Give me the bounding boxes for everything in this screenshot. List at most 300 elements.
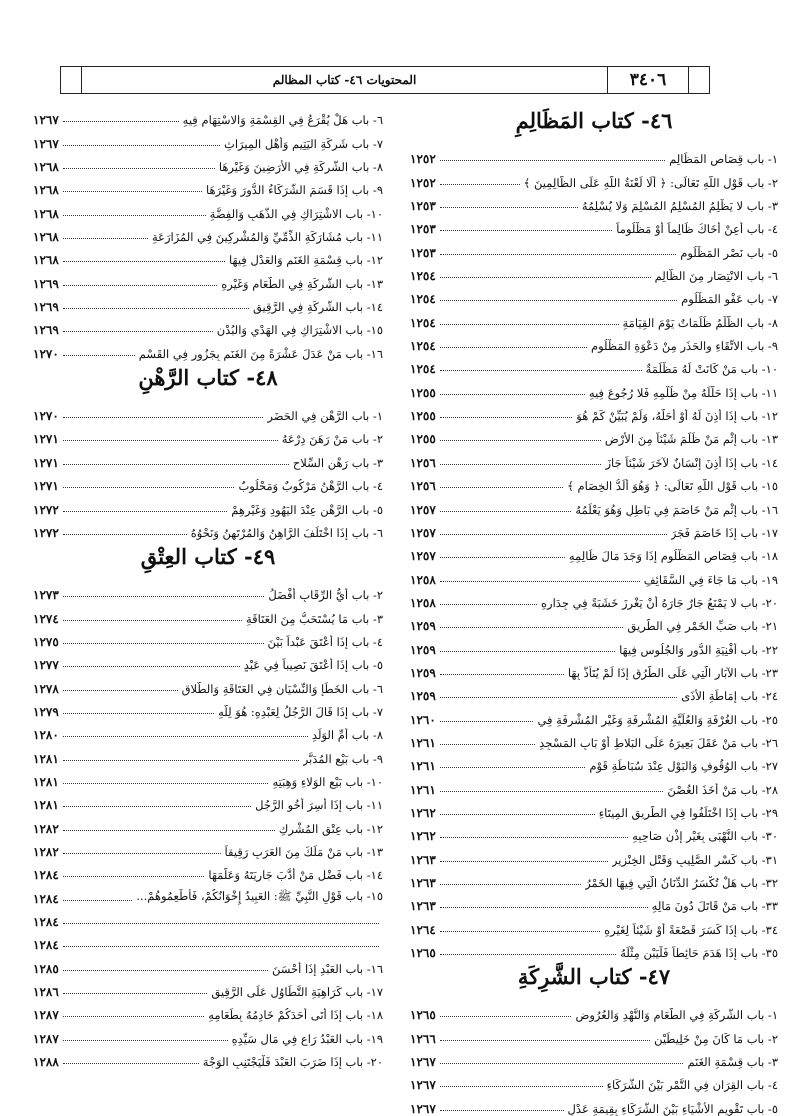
entry-title: ٢٩- باب إِذَا اخْتَلَفُوا فِي الطَّرِيقِ المِيتَاءِ xyxy=(598,805,778,820)
toc-entry xyxy=(410,1022,778,1045)
entry-page-number: ١٢٥٧ xyxy=(410,525,436,540)
entry-title: ٩- باب بَيْعِ المُدَبَّرِ xyxy=(302,751,383,766)
entry-page-number: ١٢٦٩ xyxy=(33,300,59,315)
toc-entry xyxy=(33,696,383,719)
entry-page-number: ١٢٧٩ xyxy=(33,704,59,719)
entry-page-number: ١٢٦٠ xyxy=(410,712,436,727)
entry-page-number: ١٢٦٧ xyxy=(410,1101,436,1116)
entry-title: ٤- باب أَعِنْ أَخَاكَ ظَالِماً أَوْ مَظْلُوماً xyxy=(616,222,778,237)
entry-title: ١- باب الشَّرِكَةِ فِي الطَّعَامِ وَالنَّهْدِ وَالعُرُوضِ xyxy=(575,1008,778,1023)
entry-title: ٤- باب إِذَا أَعْتَقَ عَبْداً بَيْنَ xyxy=(267,634,383,649)
chapter-heading: ٤٧- كتاب الشَّرِكَةِ xyxy=(517,964,671,990)
chapter-heading: ٤٦- كتاب المَظَالِمِ xyxy=(515,108,673,133)
entry-title: ٣١- باب كَسْرِ الصَّلِيبِ وَقَتْلِ الخِنْزِيرِ xyxy=(611,852,778,867)
entry-page-number: ١٢٧١ xyxy=(33,479,59,494)
entry-title: ١٤- باب إِذَا أَذِنَ إِنْسَانٌ لآخَرَ شَيْئاً جَازَ xyxy=(605,455,778,470)
entry-page-number: ١٢٦٥ xyxy=(410,1008,436,1023)
entry-page-number: ١٢٥٤ xyxy=(410,269,436,284)
entry-title: ١٩- باب العَبْدُ رَاعٍ فِي مَالِ سَيِّدِهِ xyxy=(231,1031,383,1046)
entry-page-number: ١٢٧٢ xyxy=(33,525,59,540)
dot-leader xyxy=(63,121,179,122)
entry-title: ١٦- باب العَبْدِ إِذَا أَحْسَنَ xyxy=(272,961,383,976)
toc-entry xyxy=(33,929,383,952)
dot-leader xyxy=(63,853,221,854)
toc-entry xyxy=(33,882,383,905)
entry-page-number: ١٢٨٠ xyxy=(33,728,59,743)
dot-leader xyxy=(63,736,308,737)
entry-page-number: ١٢٥٣ xyxy=(410,222,436,237)
toc-entry xyxy=(33,267,383,290)
entry-title: ١٧- باب إِذَا خَاصَمَ فَجَرَ xyxy=(670,525,778,540)
dot-leader xyxy=(440,581,640,582)
entry-title: ٢٦- باب مَنْ عَقَلَ بَعِيرَهُ عَلَى البَلاطِ أَوْ بَابِ المَسْجِدِ xyxy=(539,735,778,750)
dot-leader xyxy=(63,355,135,356)
entry-page-number: ١٢٦١ xyxy=(410,782,436,797)
entry-page-number: ١٢٨٧ xyxy=(33,1031,59,1046)
toc-entry xyxy=(33,766,383,789)
page-number: ٣٤٠٦ xyxy=(607,67,688,93)
entry-page-number: ١٢٦٨ xyxy=(33,160,59,175)
entry-page-number: ١٢٦٥ xyxy=(410,946,436,961)
header-blank-right xyxy=(688,67,709,93)
entry-title: ١٦- باب إِثْمِ مَنْ خَاصَمَ فِي بَاطِلٍ وَهُوَ يَعْلَمُهُ xyxy=(575,502,778,517)
toc-entry xyxy=(410,890,778,913)
entry-title: ٧- باب شَرِكَةِ اليَتِيمِ وَأَهْلِ المِيرَاثِ xyxy=(224,136,383,151)
dot-leader xyxy=(440,767,586,768)
dot-leader xyxy=(440,324,619,325)
entry-page-number: ١٢٦٨ xyxy=(33,253,59,268)
toc-entry xyxy=(33,127,383,150)
dot-leader xyxy=(440,861,608,862)
entry-page-number: ١٢٧٤ xyxy=(33,611,59,626)
toc-entry xyxy=(33,174,383,197)
entry-page-number: ١٢٧٠ xyxy=(33,346,59,361)
dot-leader xyxy=(440,884,581,885)
entry-page-number: ١٢٥٥ xyxy=(410,432,436,447)
toc-entry xyxy=(33,906,383,929)
toc-entry xyxy=(33,291,383,314)
entry-page-number: ١٢٥٦ xyxy=(410,455,436,470)
entry-page-number: ١٢٥٧ xyxy=(410,549,436,564)
dot-leader xyxy=(440,931,600,932)
entry-page-number: ١٢٥٤ xyxy=(410,362,436,377)
entry-title: ١٩- باب مَا جَاءَ فِي السَّقَائِفِ xyxy=(643,572,778,587)
toc-entry xyxy=(33,244,383,267)
toc-entry xyxy=(33,976,383,999)
dot-leader xyxy=(440,487,563,488)
entry-title: ٢١- باب صَبِّ الخَمْرِ فِي الطَّرِيقِ xyxy=(627,619,778,634)
dot-leader xyxy=(63,308,249,309)
entry-title: ٧- باب إِذَا قَالَ الرَّجُلُ لِعَبْدِهِ: هُوَ لِلَّهِ xyxy=(218,704,383,719)
toc-entry xyxy=(410,750,778,773)
entry-title: ١٥- باب قَوْلِ اللَّهِ تَعَالَى: ﴿ وَهُوَ أَلَدُّ الخِصَامِ ﴾ xyxy=(567,479,778,494)
toc-entry xyxy=(33,859,383,882)
entry-page-number: ١٢٨٦ xyxy=(33,985,59,1000)
entry-page-number: ١٢٨٤ xyxy=(33,938,59,953)
entry-page-number: ١٢٧٥ xyxy=(33,634,59,649)
toc-entry xyxy=(410,143,778,166)
dot-leader xyxy=(63,970,268,971)
entry-title: ١٧- باب كَرَاهِيَةِ التَّطَاوُلِ عَلَى الرَّقِيقِ xyxy=(211,985,383,1000)
dot-leader xyxy=(440,464,602,465)
toc-entry xyxy=(33,952,383,975)
toc-entry xyxy=(33,1046,383,1069)
entry-page-number: ١٢٥٦ xyxy=(410,479,436,494)
dot-leader xyxy=(63,806,251,807)
dot-leader xyxy=(440,627,624,628)
entry-title: ١٨- باب قِصَاصِ المَظْلُومِ إِذَا وَجَدَ مَالَ ظَالِمِهِ xyxy=(568,549,778,564)
entry-page-number: ١٢٨١ xyxy=(33,798,59,813)
dot-leader xyxy=(440,160,665,161)
entry-page-number: ١٢٥٢ xyxy=(410,175,436,190)
entry-title: ١٠- باب الاشْتِرَاكِ فِي الذَّهَبِ وَالفِضَّةِ xyxy=(209,206,383,221)
entry-title: ٥- باب تَقْوِيمِ الأَشْيَاءِ بَيْنَ الشُّرَكَاءِ بِقِيمَةِ عَدْلٍ xyxy=(567,1101,778,1116)
dot-leader xyxy=(63,534,187,535)
entry-page-number: ١٢٥٨ xyxy=(410,572,436,587)
entry-page-number: ١٢٥٧ xyxy=(410,502,436,517)
entry-title: ٣٤- باب إِذَا كَسَرَ قَصْعَةً أَوْ شَيْئاً لِغَيْرِهِ xyxy=(604,922,778,937)
entry-title: ٦- باب الخَطَإِ وَالنِّسْيَانِ فِي العَتَاقَةِ وَالطَّلاقِ xyxy=(181,681,383,696)
dot-leader xyxy=(63,1040,228,1041)
toc-entry xyxy=(33,400,383,423)
toc-entry xyxy=(33,423,383,446)
entry-page-number: ١٢٥٥ xyxy=(410,409,436,424)
toc-entry xyxy=(410,493,778,516)
toc-entry xyxy=(410,657,778,680)
dot-leader xyxy=(63,487,235,488)
toc-entry xyxy=(410,400,778,423)
dot-leader xyxy=(440,697,677,698)
entry-title: ٦- باب إِذَا اخْتَلَفَ الرَّاهِنُ وَالمُرْتَهِنُ وَنَحْوُهُ xyxy=(190,525,383,540)
entry-page-number: ١٢٨٤ xyxy=(33,915,59,929)
entry-title: ٤- باب الرَّهْنُ مَرْكُوبٌ وَمَحْلُوبٌ xyxy=(238,479,383,494)
entry-page-number: ١٢٦٩ xyxy=(33,323,59,338)
entry-page-number: ١٢٦٤ xyxy=(410,922,436,937)
dot-leader xyxy=(63,331,213,332)
toc-column-left xyxy=(33,104,383,1069)
entry-title: ٢٠- باب إِذَا ضَرَبَ العَبْدَ فَلْيَجْتَنِبِ الوَجْهَ xyxy=(202,1055,383,1070)
entry-title: ١٥- باب الاشْتِرَاكِ فِي الهَدْيِ وَالبُدْنِ xyxy=(216,323,383,338)
entry-page-number: ١٢٨٥ xyxy=(33,961,59,976)
entry-page-number: ١٢٥٤ xyxy=(410,339,436,354)
entry-page-number: ١٢٥٢ xyxy=(410,152,436,167)
entry-page-number: ١٢٧٨ xyxy=(33,681,59,696)
toc-entry xyxy=(410,1069,778,1092)
toc-entry xyxy=(410,330,778,353)
dot-leader xyxy=(440,254,676,255)
entry-title: ٤- باب القِرَانِ فِي التَّمْرِ بَيْنَ الشُّرَكَاءِ xyxy=(606,1078,778,1093)
entry-page-number: ١٢٨٤ xyxy=(33,891,59,906)
entry-title: ٢- باب أَيُّ الرِّقَابِ أَفْضَلُ xyxy=(268,588,383,603)
entry-title: ١١- باب إِذَا أُسِرَ أَخُو الرَّجُلِ xyxy=(255,798,383,813)
dot-leader xyxy=(63,261,225,262)
dot-leader xyxy=(440,1016,572,1017)
toc-entry xyxy=(410,190,778,213)
entry-title: ٢٥- باب الغُرْفَةِ وَالعُلِّيَّةِ المُشْرِفَةِ وَغَيْرِ المُشْرِفَةِ فِي xyxy=(537,712,778,727)
toc-entry xyxy=(410,517,778,540)
toc-entry xyxy=(33,719,383,742)
dot-leader xyxy=(63,690,178,691)
entry-title: ٣- باب مَا يُسْتَحَبُّ مِنَ العَتَاقَةِ xyxy=(246,611,383,626)
entry-title: ١٠- باب مَنْ كَانَتْ لَهُ مَظْلَمَةٌ xyxy=(645,362,778,377)
toc-entry xyxy=(410,1092,778,1115)
toc-entry xyxy=(33,493,383,516)
toc-entry xyxy=(410,213,778,236)
dot-leader xyxy=(440,837,628,838)
running-header xyxy=(60,66,710,94)
toc-entry xyxy=(33,151,383,174)
toc-entry xyxy=(410,843,778,866)
dot-leader xyxy=(440,674,564,675)
entry-title: ٢٠- باب لا يَمْنَعُ جَارٌ جَارَهُ أَنْ يَغْرِزَ خَشَبَةً فِي جِدَارِهِ xyxy=(541,595,778,610)
entry-page-number: ١٢٦٣ xyxy=(410,852,436,867)
dot-leader xyxy=(440,440,601,441)
entry-page-number: ١٢٥٩ xyxy=(410,665,436,680)
toc-entry xyxy=(410,540,778,563)
entry-title: ١- باب الرَّهْنِ فِي الحَضَرِ xyxy=(267,409,383,424)
dot-leader xyxy=(63,783,269,784)
entry-page-number: ١٢٦٣ xyxy=(410,899,436,914)
entry-title: ٣٠- باب النُّهْبَى بِغَيْرِ إِذْنِ صَاحِبِهِ xyxy=(632,829,778,844)
toc-entry xyxy=(410,563,778,586)
entry-title: ٨- باب الشَّرِكَةِ فِي الأَرَضِينَ وَغَيْرِهَا xyxy=(218,160,383,175)
toc-entry xyxy=(33,221,383,244)
toc-entry xyxy=(33,517,383,540)
entry-title: ١٢- باب إِذَا أَذِنَ لَهُ أَوْ أَحَلَّهُ، وَلَمْ يُبَيِّنْ كَمْ هُوَ xyxy=(576,409,778,424)
dot-leader xyxy=(63,643,264,644)
dot-leader xyxy=(63,440,278,441)
toc-entry xyxy=(410,353,778,376)
entry-page-number: ١٢٦٦ xyxy=(410,1031,436,1046)
dot-leader xyxy=(440,954,616,955)
dot-leader xyxy=(63,1016,204,1017)
entry-page-number: ١٢٧٧ xyxy=(33,658,59,673)
entry-title: ١٢- باب عِتْقِ المُشْرِكِ xyxy=(278,821,383,836)
toc-entry xyxy=(410,773,778,796)
entry-page-number: ١٢٥٣ xyxy=(410,199,436,214)
running-title: المحتويات ٤٦- كتاب المظالم xyxy=(81,67,607,93)
entry-page-number: ١٢٦٧ xyxy=(33,113,59,128)
entry-title: ٢- باب مَا كَانَ مِنْ خَلِيطَيْنِ xyxy=(654,1031,778,1046)
entry-page-number: ١٢٦٢ xyxy=(410,805,436,820)
dot-leader xyxy=(440,277,651,278)
dot-leader xyxy=(440,1040,650,1041)
dot-leader xyxy=(440,1086,603,1087)
toc-entry xyxy=(410,470,778,493)
entry-page-number: ١٢٧١ xyxy=(33,432,59,447)
dot-leader xyxy=(440,207,578,208)
dot-leader xyxy=(440,1110,564,1111)
entry-title: ٢- باب مَنْ رَهَنَ دِرْعَهُ xyxy=(281,432,383,447)
entry-page-number: ١٢٦٧ xyxy=(410,1078,436,1093)
entry-title: ٢٨- باب مَنْ أَخَذَ الغُصْنَ xyxy=(667,782,778,797)
entry-page-number: ١٢٦٨ xyxy=(33,230,59,245)
entry-page-number: ١٢٥٨ xyxy=(410,595,436,610)
toc-entry xyxy=(410,587,778,610)
entry-title: ١١- باب إِذَا حَلَّلَهُ مِنْ ظُلْمِهِ فَلا رُجُوعَ فِيهِ xyxy=(588,385,778,400)
dot-leader xyxy=(63,238,148,239)
toc-entry xyxy=(33,742,383,765)
toc-entry xyxy=(33,812,383,835)
entry-title: ٣٢- باب هَلْ تُكْسَرُ الدِّنَانُ الَّتِي فِيهَا الخَمْرُ xyxy=(585,876,778,890)
dot-leader xyxy=(440,230,613,231)
entry-page-number: ١٢٨٢ xyxy=(33,844,59,859)
entry-title: ٢- باب قَوْلِ اللَّهِ تَعَالَى: ﴿ أَلَا لَعْنَةُ اللَّهِ عَلَى الظَّالِمِينَ ﴾ xyxy=(523,175,778,190)
toc-entry xyxy=(33,579,383,602)
toc-entry xyxy=(410,937,778,960)
entry-title: ٣٣- باب مَنْ قَاتَلَ دُونَ مَالِهِ xyxy=(651,899,778,914)
toc-entry xyxy=(33,104,383,127)
chapter-heading: ٤٨- كتاب الرَّهْنِ xyxy=(138,364,278,390)
dot-leader xyxy=(63,464,289,465)
toc-entry xyxy=(410,423,778,446)
entry-title: ١٦- باب مَنْ عَدَلَ عَشْرَةً مِنَ الغَنَمِ بِجَزُورٍ فِي القَسْمِ xyxy=(138,346,383,361)
toc-entry xyxy=(33,672,383,695)
toc-entry xyxy=(410,306,778,329)
entry-page-number: ١٢٥٥ xyxy=(410,385,436,400)
entry-page-number: ١٢٨٢ xyxy=(33,821,59,836)
entry-title: ٣- باب لا يَظْلِمُ المُسْلِمُ المُسْلِمَ وَلا يُسْلِمُهُ xyxy=(581,199,778,214)
toc-entry xyxy=(410,376,778,399)
entry-page-number: ١٢٦٩ xyxy=(33,276,59,291)
entry-page-number: ١٢٦١ xyxy=(410,759,436,774)
entry-title: ١٠- باب بَيْعِ الوَلاءِ وَهِبَتِهِ xyxy=(272,774,383,789)
entry-page-number: ١٢٦٣ xyxy=(410,876,436,890)
toc-entry xyxy=(33,470,383,493)
entry-page-number: ١٢٦١ xyxy=(410,735,436,750)
entry-page-number: ١٢٧٢ xyxy=(33,502,59,517)
dot-leader xyxy=(440,300,677,301)
dot-leader xyxy=(440,511,572,512)
dot-leader xyxy=(63,830,275,831)
toc-entry xyxy=(410,610,778,633)
dot-leader xyxy=(63,417,264,418)
entry-title: ٢٤- باب إِمَاطَةِ الأَذَى xyxy=(681,689,778,704)
toc-entry xyxy=(33,337,383,360)
toc-entry xyxy=(410,727,778,750)
entry-page-number: ١٢٥٣ xyxy=(410,245,436,260)
toc-entry xyxy=(410,867,778,890)
dot-leader xyxy=(63,191,202,192)
toc-entry xyxy=(410,913,778,936)
entry-page-number: ١٢٦٧ xyxy=(410,1055,436,1070)
entry-title: ٦- باب الانْتِصَارِ مِنَ الظَّالِمِ xyxy=(654,269,778,284)
entry-title: ١١- باب مُشَارَكَةِ الذِّمِّيِّ وَالمُشْرِكِينَ فِي المُزَارَعَةِ xyxy=(151,230,383,245)
header-blank-left xyxy=(61,67,81,93)
dot-leader xyxy=(63,900,133,901)
dot-leader xyxy=(63,666,240,667)
toc-entry xyxy=(410,999,778,1022)
entry-page-number: ١٢٥٤ xyxy=(410,315,436,330)
dot-leader xyxy=(63,145,220,146)
chapter-heading: ٤٩- كتاب العِتْقِ xyxy=(140,543,276,569)
dot-leader xyxy=(63,596,265,597)
toc-entry xyxy=(33,446,383,469)
entry-title: ١٢- باب قِسْمَةِ الغَنَمِ وَالعَدْلِ فِيهَا xyxy=(229,253,383,268)
entry-page-number: ١٢٦٨ xyxy=(33,206,59,221)
toc-entry xyxy=(410,1046,778,1069)
entry-title: ٨- باب أُمِّ الوَلَدِ xyxy=(311,728,383,743)
toc-entry xyxy=(410,446,778,469)
entry-title: ٣- باب قِسْمَةِ الغَنَمِ xyxy=(687,1055,778,1070)
entry-page-number: ١٢٦٨ xyxy=(33,183,59,198)
entry-title: ١٣- باب إِثْمِ مَنْ ظَلَمَ شَيْئاً مِنَ الأَرْضِ xyxy=(604,432,778,447)
dot-leader xyxy=(440,651,615,652)
entry-title: ٣- باب رَهْنِ السِّلاحِ xyxy=(292,455,383,470)
entry-page-number: ١٢٨١ xyxy=(33,774,59,789)
dot-leader xyxy=(440,721,534,722)
toc-entry xyxy=(410,633,778,656)
toc-entry xyxy=(33,789,383,812)
entry-page-number: ١٢٥٩ xyxy=(410,689,436,704)
toc-entry xyxy=(410,260,778,283)
entry-page-number: ١٢٨٨ xyxy=(33,1055,59,1070)
toc-column-right xyxy=(410,104,778,1116)
entry-page-number: ١٢٥٩ xyxy=(410,642,436,657)
dot-leader xyxy=(440,907,648,908)
toc-entry xyxy=(410,703,778,726)
entry-title: ١٣- باب مَنْ مَلَكَ مِنَ العَرَبِ رَقِيقاً xyxy=(224,844,383,859)
toc-entry xyxy=(33,602,383,625)
dot-leader xyxy=(440,604,537,605)
dot-leader xyxy=(440,814,595,815)
dot-leader xyxy=(63,620,242,621)
toc-entry xyxy=(410,797,778,820)
entry-title: ١٣- باب الشَّرِكَةِ فِي الطَّعَامِ وَغَيْرِهِ xyxy=(221,276,383,291)
entry-title: ٥- باب الرَّهْنِ عِنْدَ اليَهُودِ وَغَيْرِهِمْ xyxy=(231,502,383,517)
dot-leader xyxy=(440,370,642,371)
dot-leader xyxy=(440,791,664,792)
dot-leader xyxy=(63,1063,199,1064)
entry-page-number: ١٢٧٠ xyxy=(33,409,59,424)
dot-leader xyxy=(63,511,227,512)
entry-title: ١٥- باب قَوْلِ النَّبِيِّ ﷺ: العَبِيدُ إِخْوَانُكُمْ، فَأَطْعِمُوهُمْ... xyxy=(136,888,383,903)
entry-page-number: ١٢٨٧ xyxy=(33,1008,59,1023)
dot-leader xyxy=(440,184,520,185)
dot-leader xyxy=(63,760,299,761)
dot-leader xyxy=(440,744,535,745)
dot-leader xyxy=(63,168,215,169)
entry-page-number: ١٢٥٤ xyxy=(410,292,436,307)
toc-entry xyxy=(410,166,778,189)
entry-title: ٧- باب عَفْوِ المَظْلُومِ xyxy=(681,292,778,307)
dot-leader xyxy=(440,1063,684,1064)
entry-title: ٥- باب نَصْرِ المَظْلُومِ xyxy=(680,245,778,260)
entry-title: ٢٧- باب الوُقُوفِ وَالبَوْلِ عِنْدَ سُبَاطَةِ قَوْمٍ xyxy=(589,759,778,774)
toc-entry xyxy=(410,820,778,843)
entry-page-number: ١٢٦٧ xyxy=(33,136,59,151)
dot-leader xyxy=(440,394,585,395)
entry-title: ٥- باب إِذَا أَعْتَقَ نَصِيباً فِي عَبْدٍ xyxy=(243,658,383,673)
entry-title: ١٤- باب فَضْلِ مَنْ أَدَّبَ جَارِيَتَهُ وَعَلَّمَهَا xyxy=(208,868,383,883)
dot-leader xyxy=(440,347,587,348)
dot-leader xyxy=(63,876,205,877)
entry-title: ٢٢- باب أَفْنِيَةِ الدُّورِ وَالجُلُوسِ فِيهَا xyxy=(619,642,778,657)
dot-leader xyxy=(63,923,379,924)
toc-entry xyxy=(33,649,383,672)
entry-title: ٢٣- باب الآبَارِ الَّتِي عَلَى الطُّرُقِ إِذَا لَمْ يُتَأَذَّ بِهَا xyxy=(567,665,778,680)
entry-page-number: ١٢٧٣ xyxy=(33,588,59,603)
dot-leader xyxy=(440,557,565,558)
toc-entry xyxy=(410,283,778,306)
dot-leader xyxy=(440,534,667,535)
toc-entry xyxy=(33,314,383,337)
entry-title: ١٤- باب الشَّرِكَةِ فِي الرَّقِيقِ xyxy=(252,300,383,315)
dot-leader xyxy=(63,215,206,216)
entry-title: ٨- باب الظُّلْمُ ظُلُمَاتٌ يَوْمَ القِيَامَةِ xyxy=(622,315,778,330)
entry-page-number: ١٢٦٢ xyxy=(410,829,436,844)
entry-page-number: ١٢٧١ xyxy=(33,455,59,470)
